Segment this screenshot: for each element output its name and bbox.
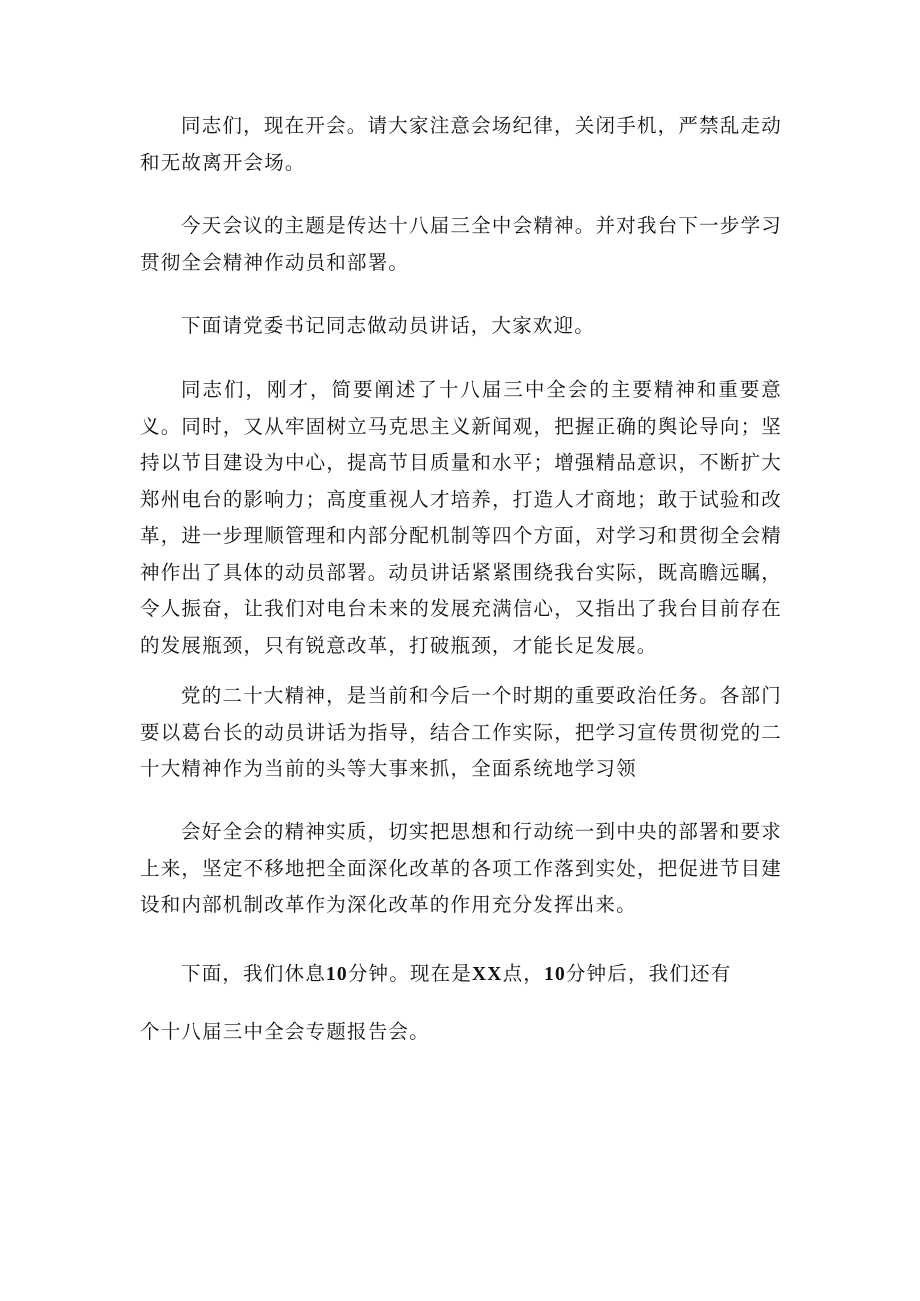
paragraph-opening: 同志们，现在开会。请大家注意会场纪律，关闭手机，严禁乱走动和无故离开会场。 bbox=[140, 114, 782, 174]
current-time: XX bbox=[472, 964, 503, 985]
paragraph-speech-invite: 下面请党委书记同志做动员讲话，大家欢迎。 bbox=[181, 314, 596, 337]
break-text-1: 下面，我们休息 bbox=[181, 962, 326, 985]
break-minutes: 10 bbox=[325, 964, 348, 985]
break-text-3: 点， bbox=[502, 962, 544, 985]
paragraph-speech-summary: 同志们，刚才，简要阐述了十八届三中全会的主要精神和重要意义。同时，又从牢固树立马克思主义新闻观，把握正确的舆论导向；坚持以节目建设为中心，提高节目质量和水平；增强精品意识，不断扩大郑州电台的影响力；高度重视人才培养，打造人才商地；敢于试验和改革，进一步理顺管理和内部分配机制等四个方面，对学习和贯彻全会精神作出了具体的动员部署。动员讲话紧紧围绕我台实际，既高瞻远瞩，令人振奋，让我们对电台未来的发展充满信心，又指出了我台目前存在的发展瓶颈，只有锐意改革，打破瓶颈，才能长足发展。 bbox=[140, 378, 782, 657]
break-text-2: 分钟。现在是 bbox=[347, 962, 473, 985]
paragraph-implementation: 会好全会的精神实质，切实把思想和行动统一到中央的部署和要求上来，坚定不移地把全面深化改革的各项工作落到实处，把促进节目建设和内部机制改革作为深化改革的作用充分发挥出来。 bbox=[140, 820, 782, 916]
paragraph-break-notice bbox=[140, 956, 782, 994]
paragraph-study-task: 党的二十大精神，是当前和今后一个时期的重要政治任务。各部门要以葛台长的动员讲话为指导，结合工作实际，把学习宣传贯彻党的二十大精神作为当前的头等大事来抓，全面系统地学习领 bbox=[140, 684, 782, 780]
paragraph-meeting-theme: 今天会议的主题是传达十八届三全中会精神。并对我台下一步学习贯彻全会精神作动员和部署。 bbox=[140, 214, 782, 274]
paragraph-report-meeting: 个十八届三中全会专题报告会。 bbox=[140, 1020, 430, 1043]
resume-minutes: 10 bbox=[544, 964, 566, 985]
break-text-4: 分钟后，我们还有 bbox=[565, 962, 732, 985]
